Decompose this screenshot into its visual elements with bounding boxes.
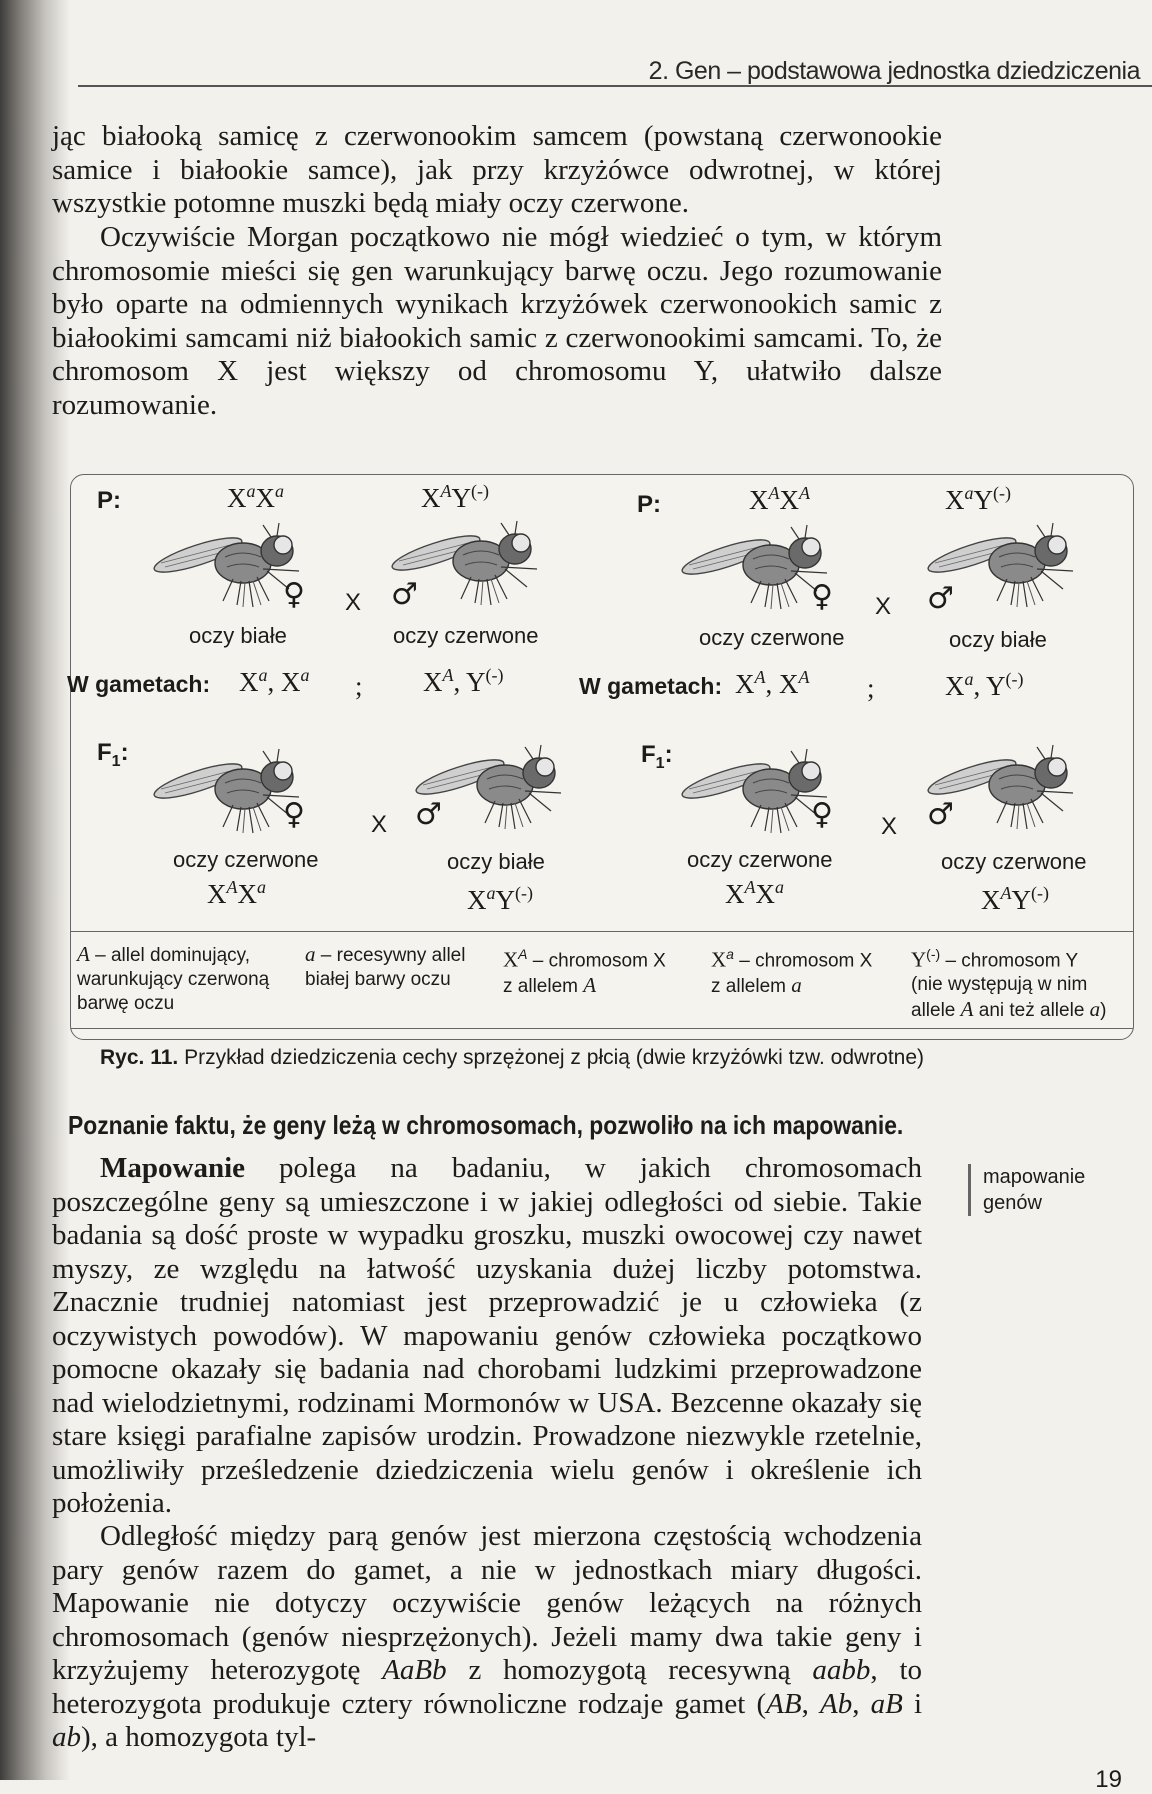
phenotype-p-male-left: oczy czerwone (393, 623, 539, 648)
paragraph-distance: Odległość między parą genów jest mierzona częstością wchodzenia pary genów razem do gamet, a nie w jednostkach miary długości. Mapowanie nie dotyczy oczywiście genów leżących na różnych chromosomach (genów niesprzężonych). Jeżeli mamy dwa takie geny i krzyżujemy heterozygotę AaBb z homozygotą recesywną aabb, to heterozygota produkuje cztery równoliczne rodzaje gamet (AB, Ab, aB i ab), a homozygota tyl- (52, 1520, 923, 1753)
phenotype-f1-male-left: oczy białe (447, 849, 545, 874)
p-label-right: P: (637, 491, 661, 518)
legend-x-recessive: $X^a$ – chromosom X z allelem a (711, 946, 873, 998)
figure-legend (71, 931, 1133, 1029)
genotype-p-female-left: $X^aX^a$ (227, 481, 284, 513)
male-symbol: ♂ (391, 577, 418, 612)
gametes-label-left: W gametach: (67, 671, 211, 697)
genotype-f1-male-right: $X^AY^{(-)}$ (981, 883, 1049, 915)
gametes-male-left: $X^A$, Y(-) (423, 665, 504, 697)
genotype-f1-male-left: $X^aY^{(-)}$ (467, 883, 533, 915)
phenotype-p-female-left: oczy białe (189, 623, 287, 648)
running-header: 2. Gen – podstawowa jednostka dziedziczenia (648, 57, 1140, 85)
legend-y-chromosome: Y(-) – chromosom Y (nie występują w nim allele A ani też allele a) (911, 946, 1107, 1022)
gametes-female-left: $X^a$, $X^a$ (239, 665, 310, 697)
phenotype-p-male-right: oczy białe (949, 627, 1047, 652)
gametes-label-right: W gametach: (579, 673, 723, 699)
female-symbol: ♀ (283, 797, 305, 832)
legend-dominant-allele: A – allel dominujący, warunkujący czerwoną barwę oczu (77, 942, 270, 1014)
female-symbol: ♀ (283, 577, 305, 612)
legend-x-dominant: $X^A$ – chromosom X z allelem A (503, 946, 666, 998)
margin-note: mapowanie genów (968, 1164, 1085, 1216)
phenotype-f1-female-left: oczy czerwone (173, 847, 319, 872)
paragraph-morgan: Oczywiście Morgan początkowo nie mógł wiedzieć o tym, w którym chromosomie mieści się gen warunkujący barwę oczu. Jego rozumowanie było oparte na odmiennych wynikach krzyżówek czerwonookich samic z białookimi samcami niż białookich samic z czerwonookimi samcami. To, że chromosom X jest większy od chromosomu Y, ułatwiło dalsze rozumowanie. (52, 221, 942, 421)
f1-label-right: $F_1$: (641, 741, 673, 772)
genotype-f1-female-left: $X^AX^a$ (207, 877, 266, 909)
phenotype-f1-female-right: oczy czerwone (687, 847, 833, 872)
section-subheading: Poznanie faktu, że geny leżą w chromosomach, pozwoliło na ich mapowanie. (68, 1110, 904, 1140)
gametes-separator-left: ; (355, 671, 363, 701)
gametes-female-right: $X^A$, $X^A$ (735, 667, 810, 699)
page-number: 19 (1095, 1766, 1122, 1793)
cross-symbol: X (345, 589, 362, 616)
gametes-male-right: $X^a$, Y(-) (945, 669, 1024, 701)
cross-symbol: X (371, 811, 388, 838)
female-symbol: ♀ (811, 797, 833, 832)
cross-symbol: X (881, 813, 898, 840)
male-symbol: ♂ (927, 797, 954, 832)
phenotype-f1-male-right: oczy czerwone (941, 849, 1087, 874)
legend-recessive-allele: a – recesywny allel białej barwy oczu (305, 942, 466, 990)
genotype-f1-female-right: $X^AX^a$ (725, 877, 784, 909)
figure-caption: Ryc. 11. Przykład dziedziczenia cechy sprzężonej z płcią (dwie krzyżówki tzw. odwrotne) (100, 1046, 925, 1069)
male-symbol: ♂ (927, 581, 954, 616)
genotype-p-male-left: $X^AY^{(-)}$ (421, 481, 489, 513)
p-label-left: P: (97, 487, 121, 514)
genotype-p-female-right: $X^AX^A$ (749, 483, 810, 515)
figure-crosses (67, 474, 1134, 1040)
genotype-p-male-right: $X^aY^{(-)}$ (945, 483, 1011, 515)
paragraph-mapping: Mapowanie polega na badaniu, w jakich chromosomach poszczególne geny są umieszczone i w jakiej odległości od siebie. Takie badania są dość proste w wypadku groszku, muszki owocowej czy nawet myszy, ze względu na łatwość uzyskania dużej liczby potomstwa. Znacznie trudniej natomiast jest przeprowadzić je u człowieka (z oczywistych powodów). W mapowaniu genów człowieka początkowo pomocne okazały się badania nad chorobami ludzkimi przeprowadzone nad wielodzietnymi, rodzinami Mormonów w USA. Bezcenne okazały się stare księgi parafialne zapisów urodzin. Prowadzone niezwykle rzetelnie, umożliwiły prześledzenie dziedziczenia wielu genów i określenie ich położenia. (52, 1152, 922, 1519)
f1-label-left: $F_1$: (97, 739, 129, 770)
male-symbol: ♂ (415, 797, 442, 832)
header-rule (78, 85, 1152, 87)
paragraph-continuation: jąc białooką samicę z czerwonookim samcem (powstaną czerwonookie samice i białookie samce), jak przy krzyżówce odwrotnej, w której wszystkie potomne muszki będą miały oczy czerwone. (52, 120, 942, 219)
phenotype-p-female-right: oczy czerwone (699, 625, 845, 650)
gametes-separator-right: ; (867, 673, 875, 703)
female-symbol: ♀ (811, 579, 833, 614)
cross-symbol: X (875, 593, 892, 620)
